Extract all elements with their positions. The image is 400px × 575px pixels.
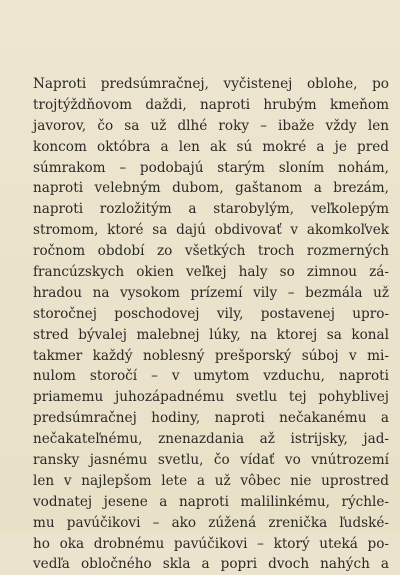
text-line: ho oka drobnému pavúčikovi – ktorý uteká po- bbox=[33, 535, 389, 552]
text-line: vodnatej jesene a naproti malilinkému, rýchle- bbox=[33, 493, 389, 510]
text-line: ransky jasnému svetlu, čo vídať vo vnútrozemí bbox=[33, 452, 389, 469]
text-line: vedľa obločného skla a popri dvoch nahých a bbox=[33, 556, 389, 573]
text-line: trojtýždňovom daždi, naproti hrubým kmeňom bbox=[33, 96, 389, 113]
text-line: javorov, čo sa už dlhé roky – ibaže vždy len bbox=[33, 117, 389, 134]
text-line: takmer každý noblesný prešporský súboj v mi- bbox=[33, 347, 389, 364]
text-line: francúzskych okien veľkej haly so zimnou zá- bbox=[33, 264, 389, 281]
text-line: hradou na vysokom prízemí vily – bezmála už bbox=[33, 284, 389, 301]
text-line: nulom storočí – v umytom vzduchu, naproti bbox=[33, 368, 389, 385]
text-line: stred bývalej malebnej lúky, na ktorej sa konal bbox=[33, 326, 389, 343]
text-line: koncom októbra a len ak sú mokré a je pred bbox=[33, 138, 389, 155]
text-line: mu pavúčikovi – ako zúžená zrenička ľudské- bbox=[33, 514, 389, 531]
text-line: nečakateľnému, znenazdania až istrijsky, jad- bbox=[33, 431, 389, 448]
text-line: ročnom období zo všetkých troch rozmerných bbox=[33, 243, 389, 260]
text-line: súmrakom – podobajú starým sloním nohám, bbox=[33, 159, 389, 176]
text-line: len v najlepšom lete a už vôbec nie uprostred bbox=[33, 472, 389, 489]
text-line: naproti rozložitým a starobylým, veľkolepým bbox=[33, 201, 389, 218]
text-line: predsúmračnej hodiny, naproti nečakanému a bbox=[33, 410, 389, 427]
text-line: stromom, ktoré sa dajú obdivovať v akomkoľvek bbox=[33, 222, 389, 239]
text-line: storočnej poschodovej vily, postavenej upro- bbox=[33, 305, 389, 322]
text-line: priamemu juhozápadnému svetlu tej pohyblivej bbox=[33, 389, 389, 406]
body-text bbox=[33, 74, 389, 575]
text-line: Naproti predsúmračnej, vyčistenej oblohe, po bbox=[33, 76, 389, 92]
text-line: naproti velebným dubom, gaštanom a brezám, bbox=[33, 180, 389, 197]
